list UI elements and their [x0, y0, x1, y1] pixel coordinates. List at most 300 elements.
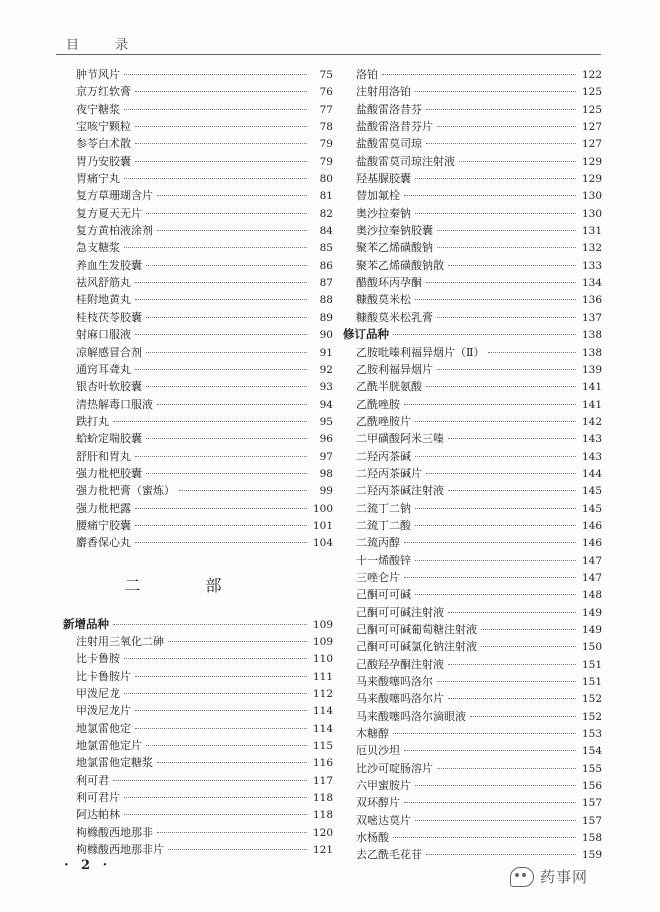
toc-entry[interactable] — [343, 135, 602, 152]
entry-page: 138 — [581, 346, 602, 359]
entry-title: 厄贝沙坦 — [356, 744, 400, 758]
toc-entry[interactable] — [63, 500, 333, 517]
toc-entry[interactable] — [63, 291, 333, 308]
toc-entry[interactable] — [63, 754, 333, 771]
entry-page: 95 — [319, 415, 333, 428]
entry-title: 糠酸莫米松乳膏 — [356, 310, 433, 324]
entry-title: 比沙可啶肠溶片 — [356, 761, 433, 775]
toc-entry[interactable] — [343, 118, 602, 135]
leader-dots — [448, 664, 576, 665]
entry-title: 盐酸雷洛昔芬片 — [356, 120, 433, 134]
toc-entry[interactable] — [343, 777, 602, 794]
entry-title: 糠酸莫米松 — [356, 293, 411, 307]
leader-dots — [135, 676, 307, 677]
toc-entry[interactable] — [63, 344, 333, 361]
entry-page: 129 — [581, 173, 602, 186]
leader-dots — [146, 317, 307, 318]
toc-entry[interactable] — [63, 789, 333, 806]
entry-page: 141 — [581, 381, 602, 394]
leader-dots — [470, 716, 576, 717]
entry-title: 聚苯乙烯磺酸钠散 — [356, 258, 444, 272]
toc-entry[interactable] — [63, 153, 333, 170]
entry-page: 158 — [581, 832, 602, 845]
toc-entry[interactable] — [63, 135, 333, 152]
entry-title: 己酮可可碱注射液 — [356, 605, 444, 619]
toc-entry[interactable] — [63, 702, 333, 719]
leader-dots — [113, 780, 307, 781]
leader-dots — [113, 624, 307, 625]
toc-entry[interactable] — [343, 604, 602, 621]
leader-dots — [135, 91, 307, 92]
toc-entry[interactable] — [63, 430, 333, 447]
entry-title: 乙酰唑胺片 — [356, 414, 411, 428]
toc-entry[interactable] — [343, 708, 602, 725]
entry-page: 115 — [312, 740, 333, 753]
entry-page: 79 — [319, 155, 333, 168]
toc-entry[interactable] — [343, 396, 602, 413]
toc-entry[interactable] — [343, 586, 602, 603]
entry-title: 枸橼酸西地那非片 — [76, 843, 164, 857]
leader-dots — [135, 456, 307, 457]
entry-page: 90 — [319, 329, 333, 342]
entry-page: 150 — [581, 641, 602, 654]
entry-page: 134 — [581, 277, 602, 290]
entry-page: 110 — [312, 653, 333, 666]
toc-entry[interactable] — [63, 274, 333, 291]
leader-dots — [157, 762, 307, 763]
toc-entry[interactable] — [63, 685, 333, 702]
leader-dots — [135, 728, 307, 729]
leader-dots — [157, 832, 307, 833]
entry-title: 腰痛宁胶囊 — [76, 518, 131, 532]
entry-title: 参苓白术散 — [76, 137, 131, 151]
leader-dots — [415, 525, 576, 526]
leader-dots — [135, 334, 307, 335]
leader-dots — [135, 126, 307, 127]
entry-page: 125 — [581, 86, 602, 99]
leader-dots — [146, 473, 307, 474]
toc-entry[interactable] — [63, 309, 333, 326]
entry-page: 97 — [319, 450, 333, 463]
leader-dots — [146, 438, 307, 439]
entry-page: 141 — [581, 398, 602, 411]
toc-entry[interactable] — [343, 344, 602, 361]
entry-page: 78 — [319, 121, 333, 134]
leader-dots — [404, 195, 576, 196]
toc-entry[interactable] — [63, 187, 333, 204]
toc-entry[interactable] — [343, 170, 602, 187]
entry-page: 155 — [581, 762, 602, 775]
entry-page: 104 — [312, 537, 333, 550]
toc-entry[interactable] — [343, 742, 602, 759]
leader-dots — [404, 542, 576, 543]
leader-dots — [415, 299, 576, 300]
entry-page: 133 — [581, 259, 602, 272]
entry-page: 89 — [319, 311, 333, 324]
part-heading: 二 部 — [124, 576, 252, 596]
leader-dots — [146, 352, 307, 353]
toc-entry[interactable] — [63, 517, 333, 534]
toc-entry[interactable] — [343, 101, 602, 118]
entry-page: 120 — [312, 826, 333, 839]
entry-title: 己酮可可碱葡萄糖注射液 — [356, 623, 477, 636]
entry-page: 143 — [581, 433, 602, 446]
entry-page: 114 — [312, 722, 333, 735]
entry-title: 六甲蜜胺片 — [356, 779, 411, 793]
entry-title: 己酸羟孕酮注射液 — [356, 657, 444, 671]
leader-dots — [404, 404, 576, 405]
toc-entry[interactable] — [63, 841, 333, 858]
entry-title: 聚苯乙烯磺酸钠 — [356, 241, 433, 255]
toc-entry[interactable] — [343, 621, 602, 638]
entry-page: 147 — [581, 554, 602, 567]
toc-entry[interactable] — [63, 413, 333, 430]
leader-dots — [448, 698, 576, 699]
toc-entry[interactable] — [63, 257, 333, 274]
leader-dots — [415, 560, 576, 561]
entry-title: 己酮可可碱 — [356, 588, 411, 602]
entry-page: 91 — [319, 346, 333, 359]
entry-title: 替加氟栓 — [356, 189, 400, 203]
leader-dots — [415, 178, 576, 179]
leader-dots — [146, 213, 307, 214]
entry-title: 桂枝茯苓胶囊 — [76, 310, 142, 324]
leader-dots — [113, 421, 307, 422]
entry-title: 去乙酰毛花苷 — [356, 848, 422, 862]
entry-title: 地氯雷他定 — [76, 721, 131, 735]
entry-page: 88 — [319, 294, 333, 307]
entry-title: 通窍耳聋丸 — [76, 362, 131, 376]
section-page: 109 — [312, 618, 333, 631]
toc-entry[interactable] — [343, 569, 602, 586]
entry-title: 二羟丙茶碱注射液 — [356, 484, 444, 498]
leader-dots — [124, 247, 307, 248]
toc-entry[interactable] — [343, 638, 602, 655]
entry-page: 93 — [319, 381, 333, 394]
toc-entry[interactable] — [343, 291, 602, 308]
entry-title: 夜宁糖浆 — [76, 102, 120, 116]
entry-page: 82 — [319, 207, 333, 220]
toc-entry[interactable] — [63, 118, 333, 135]
entry-title: 二羟丙茶碱 — [356, 449, 411, 463]
toc-entry[interactable] — [343, 274, 602, 291]
toc-entry[interactable] — [63, 482, 333, 499]
toc-entry[interactable] — [63, 83, 333, 100]
entry-title: 阿达帕林 — [76, 808, 120, 822]
entry-title: 银杏叶软胶囊 — [76, 380, 142, 394]
leader-dots — [426, 386, 576, 387]
entry-title: 乙胺利福异烟片 — [356, 362, 433, 376]
toc-entry[interactable] — [63, 772, 333, 789]
toc-entry[interactable] — [63, 222, 333, 239]
entry-page: 118 — [312, 809, 333, 822]
entry-title: 乙胺吡嗪利福异烟片（Ⅱ） — [356, 345, 485, 359]
toc-entry[interactable] — [343, 794, 602, 811]
toc-entry[interactable] — [343, 187, 602, 204]
entry-title: 地氯雷他定糖浆 — [76, 756, 153, 770]
toc-entry[interactable] — [63, 66, 333, 83]
leader-dots — [437, 681, 576, 682]
entry-page: 130 — [581, 207, 602, 220]
entry-page: 100 — [312, 502, 333, 515]
entry-title: 利可君 — [76, 773, 109, 787]
toc-entry[interactable] — [343, 812, 602, 829]
toc-entry[interactable] — [343, 760, 602, 777]
toc-entry[interactable] — [63, 396, 333, 413]
entry-page: 94 — [319, 398, 333, 411]
leader-dots — [382, 74, 576, 75]
toc-entry[interactable] — [63, 239, 333, 256]
entry-title: 地氯雷他定片 — [76, 739, 142, 753]
leader-dots — [415, 456, 576, 457]
entry-title: 二巯丁二酸 — [356, 518, 411, 532]
entry-page: 152 — [581, 693, 602, 706]
leader-dots — [437, 230, 576, 231]
entry-page: 145 — [581, 485, 602, 498]
toc-entry[interactable] — [63, 101, 333, 118]
leader-dots — [404, 750, 576, 751]
page-header — [56, 24, 601, 55]
entry-title: 盐酸雷莫司琼注射液 — [356, 154, 455, 168]
toc-entry[interactable] — [343, 361, 602, 378]
entry-title: 奥沙拉秦钠胶囊 — [356, 224, 433, 238]
leader-dots — [135, 299, 307, 300]
entry-title: 蛤蚧定喘胶囊 — [76, 432, 142, 446]
leader-dots — [124, 797, 307, 798]
page-number: · 2 · — [64, 858, 112, 873]
entry-page: 153 — [581, 728, 602, 741]
toc-right-column — [343, 66, 602, 864]
leader-dots — [415, 820, 576, 821]
entry-title: 己酮可可碱氯化钠注射液 — [356, 640, 477, 654]
entry-title: 利可君片 — [76, 791, 120, 805]
toc-entry[interactable] — [343, 239, 602, 256]
entry-page: 81 — [319, 190, 333, 203]
toc-entry[interactable] — [63, 170, 333, 187]
toc-entry[interactable] — [63, 361, 333, 378]
entry-title: 醋酸环丙孕酮 — [356, 276, 422, 290]
toc-entry[interactable] — [343, 448, 602, 465]
toc-entry[interactable] — [343, 500, 602, 517]
toc-entry[interactable] — [343, 378, 602, 395]
section-title: 新增品种 — [63, 616, 109, 631]
toc-entry[interactable] — [343, 517, 602, 534]
toc-entry[interactable] — [343, 465, 602, 482]
entry-title: 二甲磺酸阿米三嗪 — [356, 432, 444, 446]
entry-title: 胃痛宁丸 — [76, 172, 120, 186]
entry-page: 109 — [312, 635, 333, 648]
leader-dots — [124, 693, 307, 694]
entry-page: 130 — [581, 190, 602, 203]
toc-entry[interactable] — [63, 650, 333, 667]
leader-dots — [124, 658, 307, 659]
entry-page: 85 — [319, 242, 333, 255]
entry-title: 舒肝和胃丸 — [76, 449, 131, 463]
entry-page: 144 — [581, 467, 602, 480]
leader-dots — [124, 178, 307, 179]
entry-title: 二巯丙醇 — [356, 536, 400, 550]
leader-dots — [448, 438, 576, 439]
toc-entry[interactable] — [343, 673, 602, 690]
leader-dots — [404, 577, 576, 578]
leader-dots — [448, 612, 576, 613]
entry-title: 水杨酸 — [356, 831, 389, 845]
toc-entry[interactable] — [63, 633, 333, 650]
leader-dots — [415, 508, 576, 509]
watermark-text: 药事网 — [540, 868, 589, 886]
leader-dots — [481, 629, 576, 630]
entry-page: 125 — [581, 103, 602, 116]
leader-dots — [393, 837, 576, 838]
leader-dots — [179, 490, 307, 491]
entry-page: 121 — [312, 844, 333, 857]
entry-page: 87 — [319, 277, 333, 290]
leader-dots — [135, 369, 307, 370]
entry-title: 比卡鲁胺 — [76, 652, 120, 666]
entry-title: 养血生发胶囊 — [76, 258, 142, 272]
leader-dots — [135, 508, 307, 509]
entry-page: 154 — [581, 745, 602, 758]
entry-title: 枸橼酸西地那非 — [76, 825, 153, 839]
toc-entry[interactable] — [63, 534, 333, 551]
toc-entry[interactable] — [343, 829, 602, 846]
toc-entry[interactable] — [343, 66, 602, 83]
entry-title: 乙酰半胱氨酸 — [356, 380, 422, 394]
entry-title: 双嘧达莫片 — [356, 813, 411, 827]
entry-title: 强力枇杷胶囊 — [76, 466, 142, 480]
entry-title: 强力枇杷露 — [76, 501, 131, 515]
entry-page: 96 — [319, 433, 333, 446]
toc-entry[interactable] — [343, 222, 602, 239]
leader-dots — [426, 282, 576, 283]
leader-dots — [135, 282, 307, 283]
section-page: 138 — [581, 329, 602, 342]
toc-entry[interactable] — [343, 725, 602, 742]
entry-title: 三唑仑片 — [356, 570, 400, 584]
leader-dots — [146, 745, 307, 746]
leader-dots — [124, 74, 307, 75]
entry-title: 京万红软膏 — [76, 85, 131, 99]
header-title: 目 录 — [66, 38, 145, 53]
toc-entry[interactable] — [343, 205, 602, 222]
leader-dots — [426, 109, 576, 110]
toc-entry[interactable] — [343, 430, 602, 447]
toc-entry[interactable] — [63, 824, 333, 841]
entry-page: 149 — [581, 624, 602, 636]
toc-entry[interactable] — [343, 482, 602, 499]
toc-entry[interactable] — [63, 205, 333, 222]
entry-page: 92 — [319, 363, 333, 376]
entry-page: 136 — [581, 294, 602, 307]
entry-page: 80 — [319, 173, 333, 186]
leader-dots — [488, 352, 576, 353]
toc-entry[interactable] — [63, 326, 333, 343]
toc-entry[interactable] — [63, 668, 333, 685]
entry-page: 114 — [312, 705, 333, 718]
leader-dots — [393, 733, 576, 734]
toc-entry[interactable] — [63, 448, 333, 465]
entry-title: 羟基脲胶囊 — [356, 172, 411, 186]
toc-entry[interactable] — [343, 413, 602, 430]
leader-dots — [437, 768, 576, 769]
entry-page: 86 — [319, 259, 333, 272]
entry-title: 盐酸雷洛昔芬 — [356, 102, 422, 116]
toc-entry[interactable] — [343, 83, 602, 100]
leader-dots — [393, 334, 576, 335]
toc-entry[interactable] — [343, 846, 602, 863]
entry-page: 151 — [581, 676, 602, 689]
entry-page: 77 — [319, 103, 333, 116]
entry-page: 127 — [581, 138, 602, 151]
section-heading-revised[interactable] — [343, 326, 602, 343]
leader-dots — [146, 386, 307, 387]
leader-dots — [448, 490, 576, 491]
entry-page: 127 — [581, 121, 602, 134]
toc-entry[interactable] — [63, 806, 333, 823]
leader-dots — [124, 109, 307, 110]
toc-entry[interactable] — [343, 656, 602, 673]
entry-page: 157 — [581, 814, 602, 827]
entry-title: 清热解毒口服液 — [76, 397, 153, 411]
entry-page: 148 — [581, 589, 602, 602]
entry-page: 76 — [319, 86, 333, 99]
toc-entry[interactable] — [63, 378, 333, 395]
leader-dots — [157, 195, 307, 196]
toc-entry[interactable] — [343, 309, 602, 326]
leader-dots — [437, 317, 576, 318]
entry-page: 137 — [581, 311, 602, 324]
entry-title: 肿节风片 — [76, 68, 120, 81]
toc-entry[interactable] — [343, 257, 602, 274]
entry-title: 二羟丙茶碱片 — [356, 466, 422, 480]
leader-dots — [135, 525, 307, 526]
leader-dots — [437, 247, 576, 248]
leader-dots — [415, 594, 576, 595]
leader-dots — [437, 369, 576, 370]
section-heading-new[interactable] — [63, 616, 333, 633]
toc-entry[interactable] — [343, 153, 602, 170]
toc-entry[interactable] — [63, 720, 333, 737]
entry-title: 注射用三氧化二砷 — [76, 634, 164, 648]
watermark — [510, 866, 588, 887]
leader-dots — [157, 230, 307, 231]
entry-title: 注射用洛铂 — [356, 85, 411, 99]
leader-dots — [404, 802, 576, 803]
leader-dots — [168, 849, 307, 850]
leader-dots — [124, 814, 307, 815]
entry-title: 木糖醇 — [356, 727, 389, 741]
entry-title: 十一烯酸锌 — [356, 553, 411, 567]
entry-title: 凉解感冒合剂 — [76, 345, 142, 359]
entry-title: 麝香保心丸 — [76, 536, 131, 550]
entry-title: 奥沙拉秦钠 — [356, 206, 411, 220]
leader-dots — [426, 854, 576, 855]
entry-page: 142 — [581, 415, 602, 428]
entry-page: 159 — [581, 849, 602, 862]
toc-entry[interactable] — [343, 534, 602, 551]
section-title: 修订品种 — [343, 327, 389, 342]
entry-title: 马来酸噻吗洛尔滴眼液 — [356, 709, 466, 723]
leader-dots — [168, 641, 307, 642]
toc-entry[interactable] — [63, 465, 333, 482]
toc-entry[interactable] — [343, 690, 602, 707]
toc-entry[interactable] — [63, 737, 333, 754]
leader-dots — [426, 473, 576, 474]
toc-entry[interactable] — [343, 552, 602, 569]
entry-page: 157 — [581, 797, 602, 810]
leader-dots — [415, 421, 576, 422]
entry-title: 强力枇杷膏（蜜炼） — [76, 484, 175, 498]
